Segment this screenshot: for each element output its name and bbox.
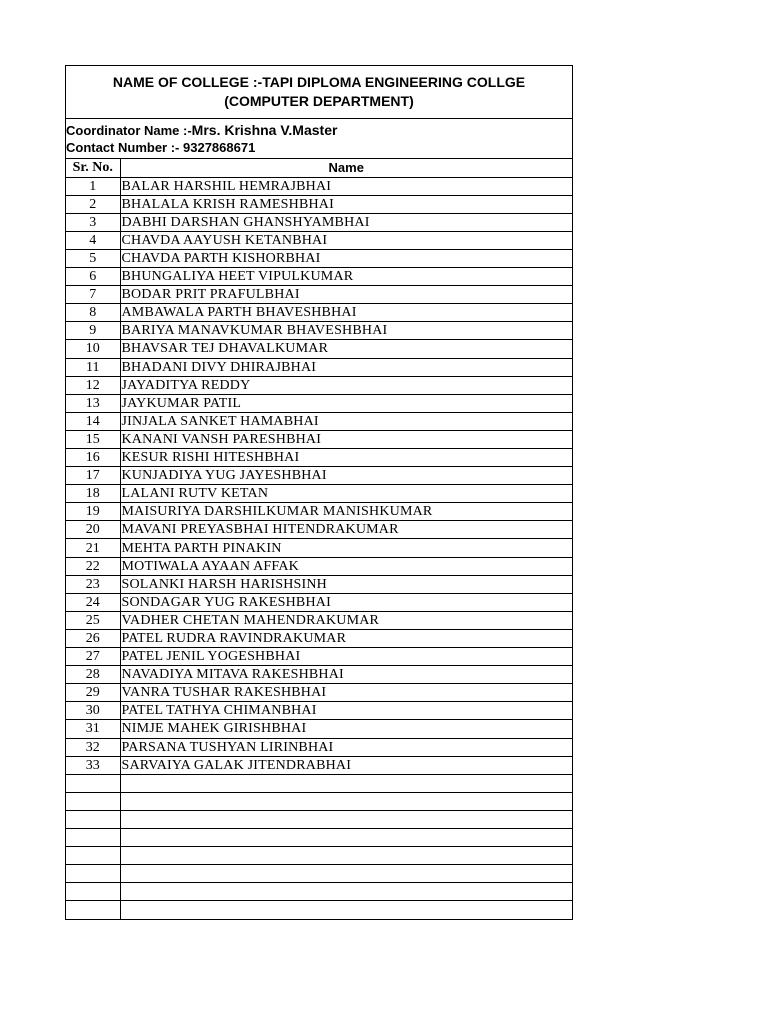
table-row bbox=[66, 521, 572, 539]
table-row bbox=[66, 231, 572, 249]
table-row bbox=[66, 286, 572, 304]
sr-no-cell: 14 bbox=[66, 412, 120, 430]
table-row bbox=[66, 268, 572, 286]
table-row bbox=[66, 249, 572, 267]
table-row bbox=[66, 611, 572, 629]
sr-no-cell: 32 bbox=[66, 738, 120, 756]
table-row bbox=[66, 810, 572, 828]
student-name-cell: SONDAGAR YUG RAKESHBHAI bbox=[120, 593, 572, 611]
student-name-cell: LALANI RUTV KETAN bbox=[120, 485, 572, 503]
sr-no-cell: 4 bbox=[66, 231, 120, 249]
student-name-cell: PATEL TATHYA CHIMANBHAI bbox=[120, 702, 572, 720]
sr-no-cell: 27 bbox=[66, 648, 120, 666]
sr-no-cell bbox=[66, 792, 120, 810]
sr-no-cell: 26 bbox=[66, 629, 120, 647]
student-name-cell: NAVADIYA MITAVA RAKESHBHAI bbox=[120, 666, 572, 684]
student-name-cell: JAYKUMAR PATIL bbox=[120, 394, 572, 412]
table-row bbox=[66, 358, 572, 376]
student-name-cell: SOLANKI HARSH HARISHSINH bbox=[120, 575, 572, 593]
table-row bbox=[66, 828, 572, 846]
student-name-cell: VANRA TUSHAR RAKESHBHAI bbox=[120, 684, 572, 702]
sr-no-cell: 16 bbox=[66, 449, 120, 467]
sr-no-cell: 2 bbox=[66, 195, 120, 213]
coordinator-block bbox=[66, 119, 572, 159]
table-row bbox=[66, 412, 572, 430]
student-name-cell bbox=[120, 901, 572, 919]
header-name: Name bbox=[120, 159, 572, 177]
coordinator-label: Coordinator Name :- bbox=[66, 123, 192, 138]
student-name-cell bbox=[120, 865, 572, 883]
sr-no-cell: 19 bbox=[66, 503, 120, 521]
student-name-cell: PATEL JENIL YOGESHBHAI bbox=[120, 648, 572, 666]
table-row bbox=[66, 648, 572, 666]
student-name-cell bbox=[120, 847, 572, 865]
table-row bbox=[66, 449, 572, 467]
table-row bbox=[66, 684, 572, 702]
sr-no-cell bbox=[66, 774, 120, 792]
coordinator-line bbox=[66, 121, 572, 140]
student-name-cell: KUNJADIYA YUG JAYESHBHAI bbox=[120, 467, 572, 485]
table-row bbox=[66, 557, 572, 575]
student-list-sheet bbox=[65, 65, 573, 920]
table-row bbox=[66, 575, 572, 593]
student-name-cell: AMBAWALA PARTH BHAVESHBHAI bbox=[120, 304, 572, 322]
sr-no-cell: 3 bbox=[66, 213, 120, 231]
sr-no-cell: 5 bbox=[66, 249, 120, 267]
table-row bbox=[66, 213, 572, 231]
college-title: NAME OF COLLEGE :-TAPI DIPLOMA ENGINEERING COLLGE bbox=[112, 74, 526, 90]
sr-no-cell: 6 bbox=[66, 268, 120, 286]
sr-no-cell: 23 bbox=[66, 575, 120, 593]
sr-no-cell: 31 bbox=[66, 720, 120, 738]
table-row bbox=[66, 430, 572, 448]
sr-no-cell: 20 bbox=[66, 521, 120, 539]
table-header-row bbox=[66, 159, 572, 177]
student-name-cell: JAYADITYA REDDY bbox=[120, 376, 572, 394]
student-name-cell: JINJALA SANKET HAMABHAI bbox=[120, 412, 572, 430]
table-row bbox=[66, 376, 572, 394]
student-name-cell: BHAVSAR TEJ DHAVALKUMAR bbox=[120, 340, 572, 358]
student-name-cell: MAVANI PREYASBHAI HITENDRAKUMAR bbox=[120, 521, 572, 539]
table-row bbox=[66, 865, 572, 883]
sr-no-cell: 1 bbox=[66, 177, 120, 195]
table-row bbox=[66, 304, 572, 322]
sr-no-cell: 13 bbox=[66, 394, 120, 412]
sr-no-cell: 30 bbox=[66, 702, 120, 720]
student-name-cell: KANANI VANSH PARESHBHAI bbox=[120, 430, 572, 448]
student-name-cell: BHUNGALIYA HEET VIPULKUMAR bbox=[120, 268, 572, 286]
sr-no-cell bbox=[66, 810, 120, 828]
sr-no-cell: 21 bbox=[66, 539, 120, 557]
sr-no-cell: 28 bbox=[66, 666, 120, 684]
sr-no-cell bbox=[66, 901, 120, 919]
sr-no-cell: 29 bbox=[66, 684, 120, 702]
table-row bbox=[66, 467, 572, 485]
table-row bbox=[66, 340, 572, 358]
table-row bbox=[66, 792, 572, 810]
student-name-cell: KESUR RISHI HITESHBHAI bbox=[120, 449, 572, 467]
contact-number: Contact Number :- 9327868671 bbox=[66, 140, 256, 155]
student-name-cell bbox=[120, 774, 572, 792]
table-row bbox=[66, 666, 572, 684]
student-name-cell: NIMJE MAHEK GIRISHBHAI bbox=[120, 720, 572, 738]
sr-no-cell bbox=[66, 883, 120, 901]
student-name-cell bbox=[120, 828, 572, 846]
sr-no-cell: 15 bbox=[66, 430, 120, 448]
table-row bbox=[66, 503, 572, 521]
table-row bbox=[66, 195, 572, 213]
table-row bbox=[66, 593, 572, 611]
sr-no-cell: 18 bbox=[66, 485, 120, 503]
table-row bbox=[66, 883, 572, 901]
sr-no-cell bbox=[66, 828, 120, 846]
student-name-cell: BHADANI DIVY DHIRAJBHAI bbox=[120, 358, 572, 376]
table-row bbox=[66, 177, 572, 195]
table-row bbox=[66, 394, 572, 412]
sr-no-cell bbox=[66, 847, 120, 865]
sr-no-cell: 24 bbox=[66, 593, 120, 611]
student-name-cell: SARVAIYA GALAK JITENDRABHAI bbox=[120, 756, 572, 774]
student-name-cell: BHALALA KRISH RAMESHBHAI bbox=[120, 195, 572, 213]
student-name-cell: CHAVDA AAYUSH KETANBHAI bbox=[120, 231, 572, 249]
sr-no-cell bbox=[66, 865, 120, 883]
student-name-cell: DABHI DARSHAN GHANSHYAMBHAI bbox=[120, 213, 572, 231]
student-name-cell bbox=[120, 883, 572, 901]
table-row bbox=[66, 720, 572, 738]
sr-no-cell: 22 bbox=[66, 557, 120, 575]
table-row bbox=[66, 756, 572, 774]
student-name-cell: MAISURIYA DARSHILKUMAR MANISHKUMAR bbox=[120, 503, 572, 521]
student-name-cell: MOTIWALA AYAAN AFFAK bbox=[120, 557, 572, 575]
student-name-cell: VADHER CHETAN MAHENDRAKUMAR bbox=[120, 611, 572, 629]
student-name-cell: BARIYA MANAVKUMAR BHAVESHBHAI bbox=[120, 322, 572, 340]
student-name-cell: PARSANA TUSHYAN LIRINBHAI bbox=[120, 738, 572, 756]
student-name-cell bbox=[120, 810, 572, 828]
sr-no-cell: 25 bbox=[66, 611, 120, 629]
sr-no-cell: 7 bbox=[66, 286, 120, 304]
table-row bbox=[66, 539, 572, 557]
sr-no-cell: 33 bbox=[66, 756, 120, 774]
title-block bbox=[66, 66, 572, 119]
table-row bbox=[66, 847, 572, 865]
sr-no-cell: 17 bbox=[66, 467, 120, 485]
student-name-cell bbox=[120, 792, 572, 810]
table-body bbox=[66, 177, 572, 919]
table-row bbox=[66, 774, 572, 792]
table-row bbox=[66, 738, 572, 756]
sr-no-cell: 10 bbox=[66, 340, 120, 358]
student-name-cell: BALAR HARSHIL HEMRAJBHAI bbox=[120, 177, 572, 195]
sr-no-cell: 12 bbox=[66, 376, 120, 394]
student-table bbox=[66, 159, 572, 919]
student-name-cell: CHAVDA PARTH KISHORBHAI bbox=[120, 249, 572, 267]
sr-no-cell: 9 bbox=[66, 322, 120, 340]
student-name-cell: BODAR PRIT PRAFULBHAI bbox=[120, 286, 572, 304]
table-row bbox=[66, 702, 572, 720]
coordinator-name: Mrs. Krishna V.Master bbox=[191, 122, 338, 138]
table-row bbox=[66, 629, 572, 647]
sr-no-cell: 11 bbox=[66, 358, 120, 376]
student-name-cell: PATEL RUDRA RAVINDRAKUMAR bbox=[120, 629, 572, 647]
header-sr-no: Sr. No. bbox=[66, 159, 120, 177]
table-row bbox=[66, 485, 572, 503]
department-title: (COMPUTER DEPARTMENT) bbox=[224, 93, 414, 109]
sr-no-cell: 8 bbox=[66, 304, 120, 322]
student-name-cell: MEHTA PARTH PINAKIN bbox=[120, 539, 572, 557]
table-row bbox=[66, 901, 572, 919]
table-row bbox=[66, 322, 572, 340]
